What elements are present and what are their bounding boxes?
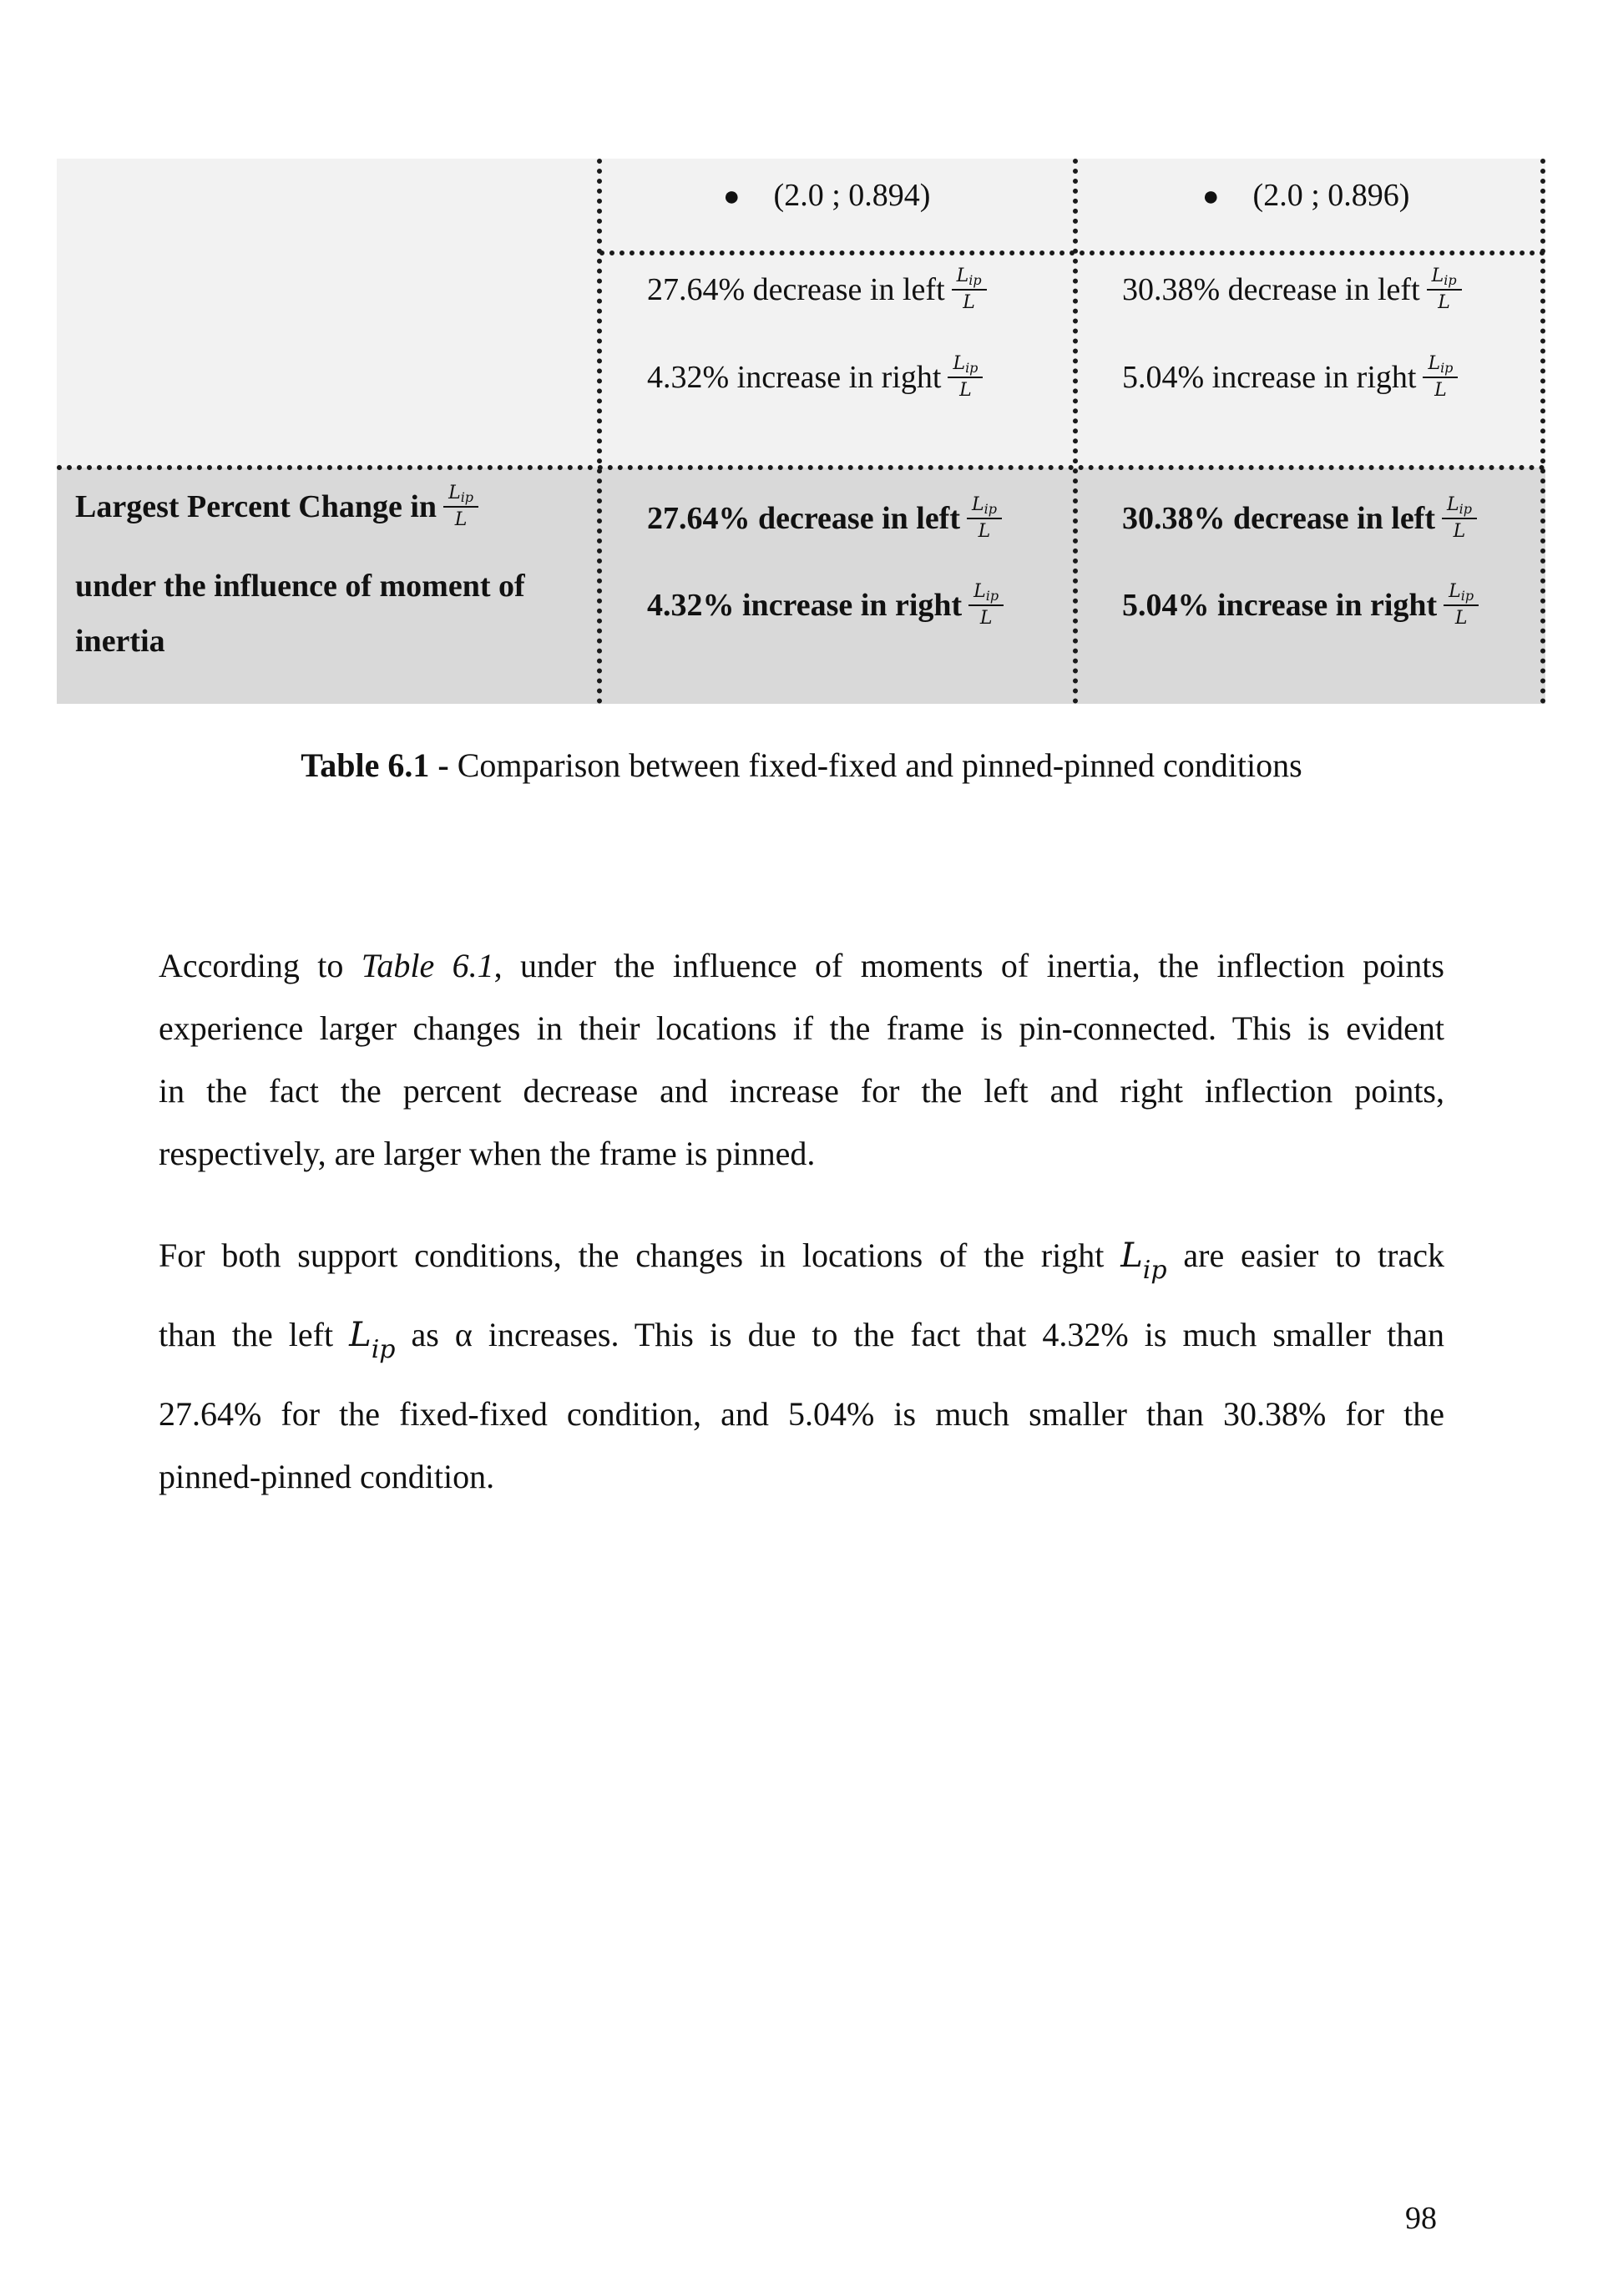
text-line: experience larger changes in their locations if the frame is pin-connected. This is evident — [159, 1009, 1444, 1047]
table-divider-horizontal — [599, 250, 1545, 255]
fraction-lip-over-l: $\frac{L_{ip}}{L}$ — [443, 484, 478, 529]
text-line: in the fact the percent decrease and increase for the left and right inflection points, — [159, 1072, 1444, 1110]
cell-text: 4.32% increase in right — [647, 360, 942, 395]
table-cell-empty — [57, 159, 599, 468]
table-cell-fixed-bottom — [599, 468, 1075, 704]
fraction-lip-over-l: $\frac{L_{ip}}{L}$ — [968, 583, 1004, 628]
cell-line — [1122, 496, 1477, 541]
fraction-lip-over-l: $\frac{L_{ip}}{L}$ — [1444, 583, 1479, 628]
bullet-icon: ● — [723, 181, 741, 212]
text-line: than the left $L_{ip}$ as α increases. This is due to the fact that 4.32% is much smaller than — [159, 1316, 1444, 1364]
table-reference: Table 6.1 — [361, 947, 494, 984]
table-cell-fixed-top — [599, 159, 1075, 468]
bullet-item — [1202, 177, 1409, 214]
cell-text: 4.32% increase in right — [647, 588, 963, 623]
table-cell-pinned-top — [1075, 159, 1545, 468]
text-line: According to Table 6.1, under the influence of moments of inertia, the inflection points — [159, 947, 1444, 984]
caption-text: Comparison between fixed-fixed and pinned-pinned conditions — [448, 746, 1302, 784]
fraction-lip-over-l: $\frac{L_{ip}}{L}$ — [967, 496, 1002, 541]
cell-text: 5.04% increase in right — [1122, 588, 1438, 623]
bullet-item — [723, 177, 930, 214]
table-divider-vertical — [1073, 159, 1078, 704]
cell-text: 27.64% decrease in left — [647, 501, 960, 536]
fraction-lip-over-l: $\frac{L_{ip}}{L}$ — [1427, 267, 1462, 312]
bullet-text: (2.0 ; 0.894) — [773, 178, 931, 213]
fraction-lip-over-l: $\frac{L_{ip}}{L}$ — [1423, 355, 1458, 400]
table-divider-vertical — [597, 159, 602, 704]
table-divider-horizontal — [57, 465, 1545, 470]
cell-text: 30.38% decrease in left — [1122, 501, 1435, 536]
caption-label: Table 6.1 - — [301, 746, 449, 784]
table-divider-vertical — [1540, 159, 1545, 704]
text-line: respectively, are larger when the frame is pinned. — [159, 1135, 816, 1172]
text-line: pinned-pinned condition. — [159, 1458, 495, 1495]
text-line: 27.64% for the fixed-fixed condition, and 5.04% is much smaller than 30.38% for the — [159, 1395, 1444, 1433]
cell-line — [1122, 583, 1479, 628]
fraction-lip-over-l: $\frac{L_{ip}}{L}$ — [948, 355, 983, 400]
bullet-text: (2.0 ; 0.896) — [1252, 178, 1410, 213]
cell-line — [1122, 355, 1458, 400]
cell-line — [647, 355, 983, 400]
math-lip: $L_{ip}$ — [349, 1316, 396, 1364]
text-line: For both support conditions, the changes in locations of the right $L_{ip}$ are easier to track — [159, 1237, 1444, 1285]
row-header-line: inertia — [75, 624, 165, 659]
fraction-lip-over-l: $\frac{L_{ip}}{L}$ — [952, 267, 987, 312]
cell-text: 27.64% decrease in left — [647, 272, 945, 307]
table-cell-pinned-bottom — [1075, 468, 1545, 704]
bullet-icon: ● — [1202, 181, 1220, 212]
cell-text: 30.38% decrease in left — [1122, 272, 1420, 307]
row-header-line: under the influence of moment of — [75, 569, 525, 604]
fraction-lip-over-l: $\frac{L_{ip}}{L}$ — [1442, 496, 1477, 541]
cell-line — [647, 267, 987, 312]
math-lip: $L_{ip}$ — [1120, 1237, 1167, 1285]
row-header-line: Largest Percent Change in $\frac{L_{ip}}{L}$ — [75, 484, 478, 529]
cell-line — [1122, 267, 1462, 312]
cell-line — [647, 583, 1004, 628]
table-row-header — [57, 468, 599, 704]
cell-text: 5.04% increase in right — [1122, 360, 1417, 395]
cell-line — [647, 496, 1002, 541]
comparison-table — [57, 159, 1545, 704]
table-caption — [0, 746, 1603, 785]
page-number: 98 — [1405, 2201, 1437, 2236]
